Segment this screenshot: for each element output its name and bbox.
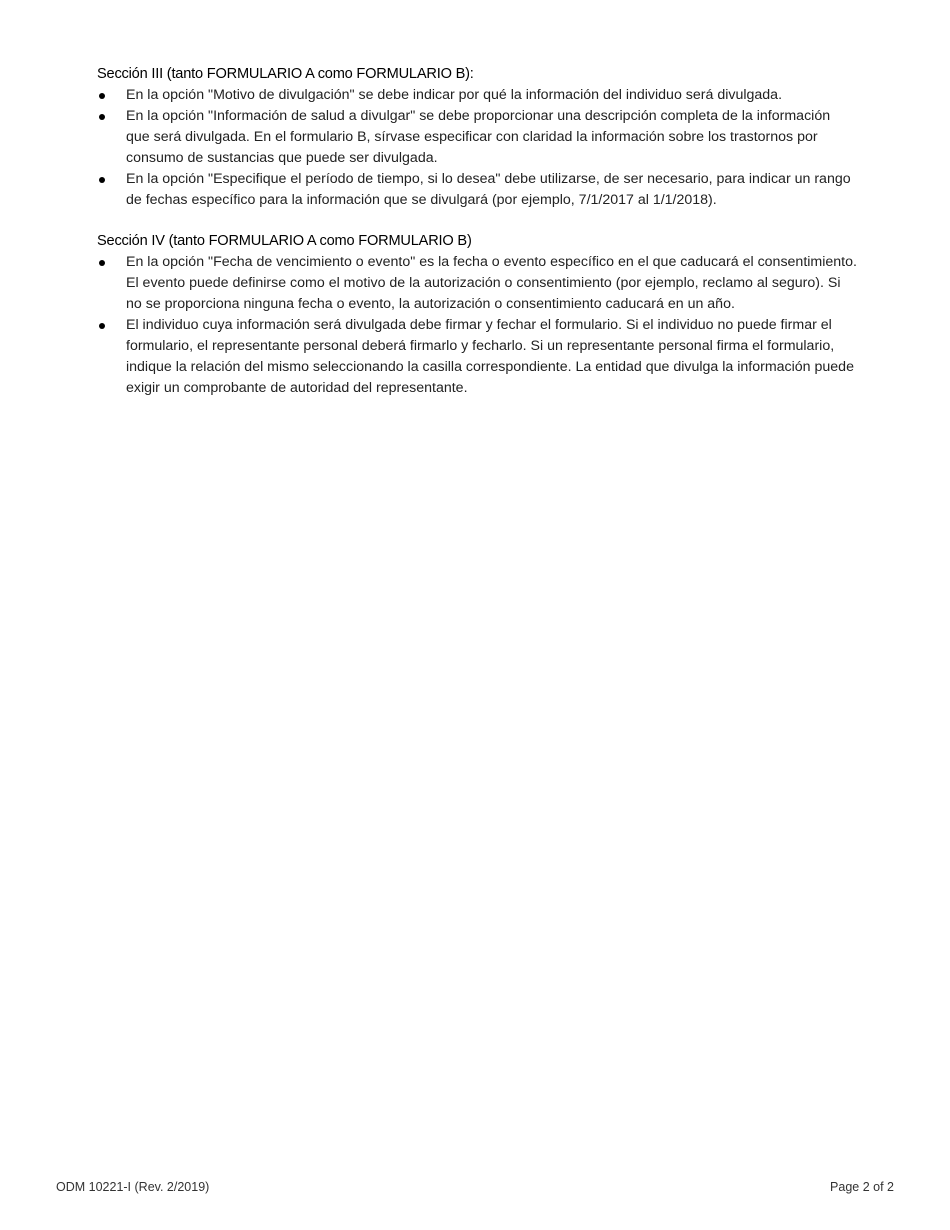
list-item-text: En la opción "Fecha de vencimiento o evento" es la fecha o evento específico en el que caducará el consentimiento. El evento puede definirse como el motivo de la autorización o consentimiento (por ejemplo, reclamo al seguro). Si no se proporciona ninguna fecha o evento, la autorización o consentimiento caducará en un año. [126,254,857,312]
bullet-icon [99,260,105,266]
list-item [97,315,857,399]
section-iv [97,231,857,399]
list-item [97,169,857,211]
page-number: Page 2 of 2 [830,1180,894,1194]
list-item [97,85,857,106]
bullet-icon [99,177,105,183]
list-item-text: En la opción "Especifique el período de tiempo, si lo desea" debe utilizarse, de ser necesario, para indicar un rango de fechas específico para la información que se divulgará (por ejemplo, 7/1/2017 al 1/1/2018). [126,171,851,208]
bullet-icon [99,93,105,99]
bullet-list [97,252,857,399]
bullet-icon [99,323,105,329]
form-id: ODM 10221-I (Rev. 2/2019) [56,1180,210,1194]
section-iii [97,64,857,211]
section-heading: Sección IV (tanto FORMULARIO A como FORMULARIO B) [97,233,472,249]
list-item-text: El individuo cuya información será divulgada debe firmar y fechar el formulario. Si el individuo no puede firmar el formulario, el representante personal deberá firmarlo y fecharlo. Si un representante personal firma el formulario, indique la relación del mismo seleccionando la casilla correspondiente. La entidad que divulga la información puede exigir un comprobante de autoridad del representante. [126,317,854,396]
bullet-list [97,85,857,211]
list-item-text: En la opción "Información de salud a divulgar" se debe proporcionar una descripción completa de la información que será divulgada. En el formulario B, sírvase especificar con claridad la información sobre los trastornos por consumo de sustancias que puede ser divulgada. [126,108,831,166]
list-item [97,106,857,169]
list-item-text: En la opción "Motivo de divulgación" se debe indicar por qué la información del individuo será divulgada. [126,87,783,103]
bullet-icon [99,114,105,120]
page-footer [56,1180,894,1194]
section-heading: Sección III (tanto FORMULARIO A como FORMULARIO B): [97,66,474,82]
list-item [97,252,857,315]
document-body [97,64,857,419]
